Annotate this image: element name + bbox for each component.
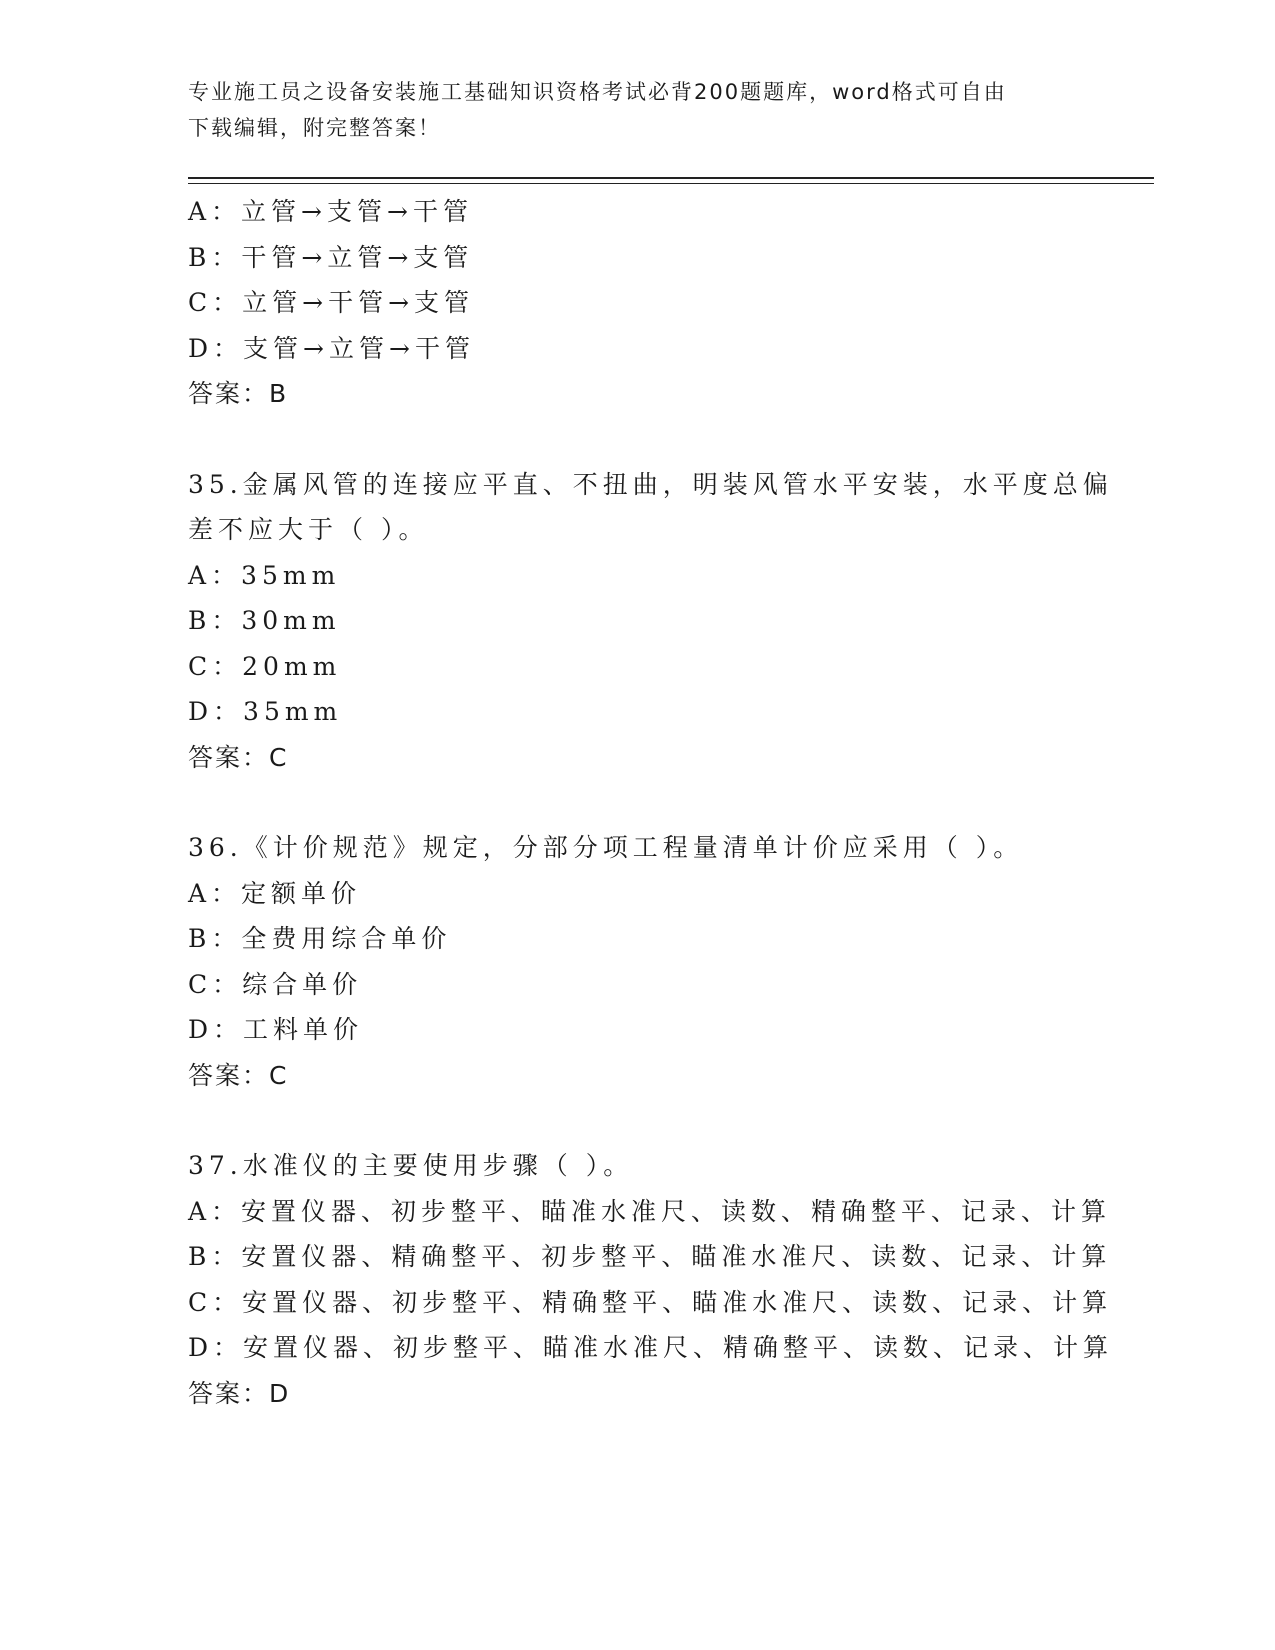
question-list <box>188 189 1114 1416</box>
question-stem: 36.《计价规范》规定，分部分项工程量清单计价应采用（ ）。 <box>188 833 1024 862</box>
header-divider-thick <box>188 177 1154 179</box>
option-a: A：35mm <box>188 560 341 590</box>
answer-line: 答案：C <box>188 742 289 772</box>
option-b: B：30mm <box>188 606 341 635</box>
question-37 <box>188 1143 1114 1416</box>
question-34-continued <box>188 189 1088 417</box>
option-a: A：定额单价 <box>188 878 362 908</box>
header-divider-thin <box>188 183 1154 184</box>
option-a: A：立管→支管→干管 <box>188 197 473 226</box>
document-header <box>188 74 1068 146</box>
option-d: D：工料单价 <box>188 1015 364 1044</box>
option-c: C：综合单价 <box>188 969 363 999</box>
option-a: A：安置仪器、初步整平、瞄准水准尺、读数、精确整平、记录、计算 <box>188 1196 1112 1226</box>
question-stem-continued: 差不应大于（ ）。 <box>188 515 429 544</box>
spacer <box>188 780 1088 825</box>
answer-line: 答案：C <box>188 1060 289 1090</box>
option-b: B：干管→立管→支管 <box>188 242 474 272</box>
spacer <box>188 417 1088 462</box>
option-d: D：支管→立管→干管 <box>188 333 475 363</box>
question-stem: 37.水准仪的主要使用步骤（ ）。 <box>188 1151 634 1180</box>
question-stem: 35.金属风管的连接应平直、不扭曲，明装风管水平安装，水平度总偏 <box>188 469 1113 499</box>
option-d: D：35mm <box>188 697 343 726</box>
header-title-line-1: 专业施工员之设备安装施工基础知识资格考试必背200题题库，word格式可自由 <box>188 80 1007 104</box>
option-c: C：安置仪器、初步整平、精确整平、瞄准水准尺、读数、记录、计算 <box>188 1287 1113 1317</box>
option-c: C：立管→干管→支管 <box>188 288 475 317</box>
option-c: C：20mm <box>188 651 342 681</box>
question-36 <box>188 825 1088 1098</box>
answer-line: 答案：D <box>188 1378 291 1408</box>
answer-line: 答案：B <box>188 379 289 408</box>
spacer <box>188 1098 1088 1143</box>
question-35 <box>188 462 1113 781</box>
header-title-line-2: 下载编辑，附完整答案！ <box>188 116 441 140</box>
option-b: B：全费用综合单价 <box>188 924 452 953</box>
option-d: D：安置仪器、初步整平、瞄准水准尺、精确整平、读数、记录、计算 <box>188 1333 1114 1362</box>
option-b: B：安置仪器、精确整平、初步整平、瞄准水准尺、读数、记录、计算 <box>188 1242 1112 1271</box>
